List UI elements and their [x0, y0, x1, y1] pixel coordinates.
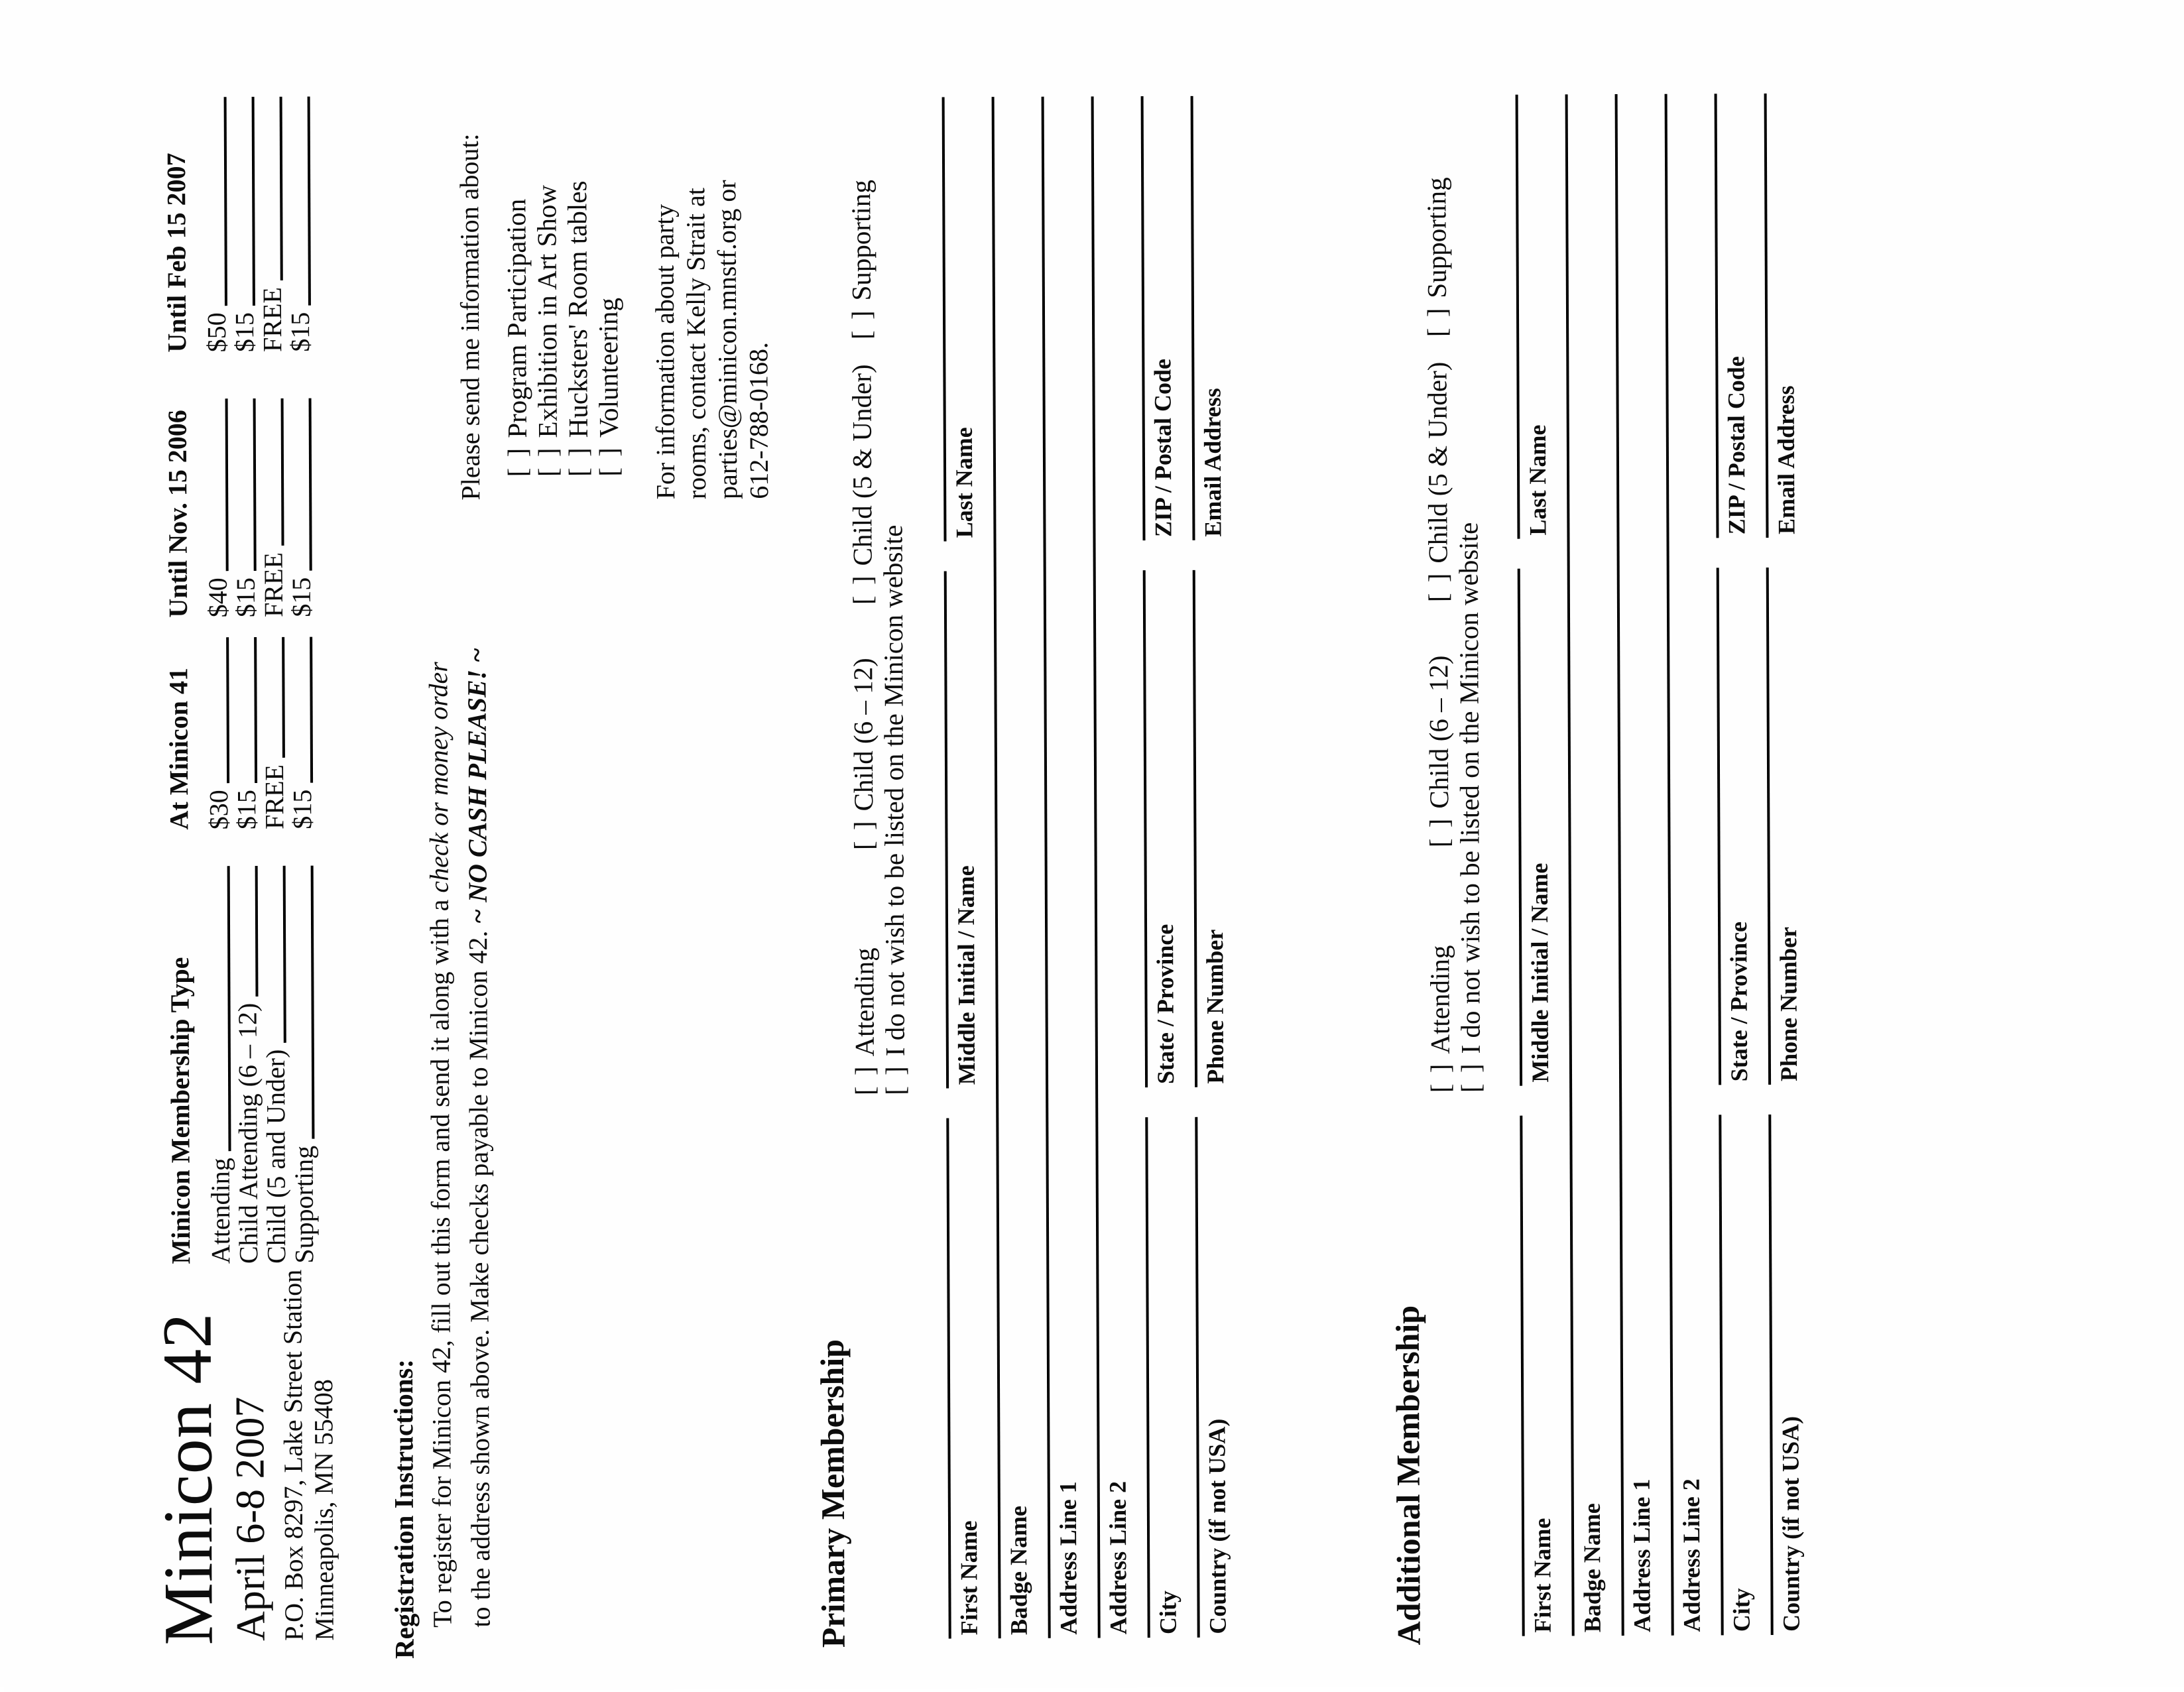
- checkbox-additional-supporting[interactable]: [ ]: [1421, 306, 1452, 337]
- primary-country-label: Country (if not USA): [1203, 1418, 1231, 1634]
- primary-middle-name-label: Middle Initial / Name: [952, 865, 980, 1085]
- primary-phone-label: Phone Number: [1201, 929, 1229, 1084]
- price-cell: [284, 398, 316, 617]
- primary-address1-label: Address Line 1: [1054, 1480, 1082, 1635]
- price-blank[interactable]: [279, 96, 282, 280]
- checkbox-volunteering[interactable]: [ ]: [593, 445, 624, 477]
- party-note-line2: rooms, contact Kelly Strait at: [680, 187, 711, 499]
- price-under5-minicon41: FREE: [259, 764, 289, 829]
- price-blank[interactable]: [225, 398, 228, 571]
- additional-badge-name-field[interactable]: [1565, 94, 1574, 1636]
- no-cash-warning: ~ NO CASH PLEASE! ~: [461, 647, 493, 924]
- price-blank[interactable]: [307, 96, 310, 305]
- table-row-label: [286, 865, 320, 1263]
- mailing-address-line2: Minneapolis, MN 55408: [308, 1378, 339, 1641]
- row-label-supporting: Supporting: [288, 1145, 319, 1264]
- price-cell: [200, 97, 232, 352]
- price-cell: [230, 636, 262, 829]
- primary-address1-field[interactable]: [1041, 96, 1050, 1638]
- row-label-child-under5: Child (5 and Under): [260, 1049, 291, 1264]
- checkbox-additional-child6-12[interactable]: [ ]: [1423, 816, 1455, 847]
- attending-count-blank[interactable]: [227, 866, 231, 1151]
- mailing-address-line1: P.O. Box 8297, Lake Street Station: [276, 1269, 309, 1641]
- primary-zip-label: ZIP / Postal Code: [1148, 358, 1176, 537]
- price-attending-minicon41: $30: [203, 789, 233, 829]
- party-note-line3: parties@minicon.mnstf.org or: [711, 179, 743, 499]
- primary-badge-name-field[interactable]: [991, 97, 1001, 1638]
- additional-email-field[interactable]: [1764, 93, 1768, 538]
- checkbox-primary-supporting[interactable]: [ ]: [845, 308, 877, 339]
- additional-badge-name-label: Badge Name: [1578, 1502, 1606, 1632]
- price-supporting-feb: $15: [284, 312, 315, 352]
- info-option-artshow: [ ]Exhibition in Art Show: [530, 184, 563, 477]
- primary-last-name-field[interactable]: [941, 97, 946, 541]
- checkbox-primary-child6-12[interactable]: [ ]: [847, 818, 879, 850]
- info-option-volunteering: [ ]Volunteering: [592, 297, 624, 477]
- primary-city-label: City: [1154, 1590, 1182, 1634]
- price-attending-feb: $50: [201, 312, 231, 352]
- event-dates: April 6-8 2007: [227, 1396, 274, 1641]
- additional-city-field[interactable]: [1719, 1115, 1723, 1635]
- child-under5-count-blank[interactable]: [282, 865, 286, 1042]
- primary-first-name-field[interactable]: [946, 1118, 951, 1638]
- primary-address2-label: Address Line 2: [1104, 1480, 1132, 1634]
- price-cell: [286, 636, 318, 829]
- price-blank[interactable]: [308, 398, 312, 570]
- price-attending-nov: $40: [202, 577, 233, 617]
- additional-middle-name-label: Middle Initial / Name: [1526, 862, 1553, 1083]
- price-blank[interactable]: [254, 636, 257, 782]
- additional-option-attending: [ ]Attending: [1424, 945, 1455, 1093]
- primary-last-name-label: Last Name: [950, 426, 977, 538]
- form-title: Minicon 42: [148, 1312, 227, 1646]
- price-blank[interactable]: [253, 398, 256, 570]
- additional-city-label: City: [1727, 1587, 1755, 1632]
- additional-state-field[interactable]: [1716, 568, 1721, 1085]
- primary-optout-line: [ ]I do not wish to be listed on the Minicon website: [877, 524, 910, 1095]
- primary-phone-field[interactable]: [1192, 570, 1197, 1087]
- table-header-until-feb: Until Feb 15 2007: [160, 152, 192, 353]
- primary-option-child6-12: [ ]Child (6 – 12): [847, 657, 879, 850]
- checkbox-program-participation[interactable]: [ ]: [501, 446, 532, 477]
- price-blank[interactable]: [310, 636, 313, 782]
- primary-email-field[interactable]: [1190, 95, 1195, 540]
- additional-zip-field[interactable]: [1714, 93, 1719, 538]
- additional-email-label: Email Address: [1772, 385, 1799, 534]
- supporting-count-blank[interactable]: [310, 865, 314, 1138]
- price-cell: [201, 398, 233, 617]
- additional-address1-label: Address Line 1: [1628, 1478, 1656, 1632]
- primary-state-field[interactable]: [1142, 570, 1147, 1087]
- additional-last-name-label: Last Name: [1524, 424, 1551, 536]
- additional-membership-heading: Additional Membership: [1388, 1305, 1427, 1646]
- additional-phone-field[interactable]: [1766, 568, 1770, 1085]
- primary-state-label: State / Province: [1151, 924, 1179, 1084]
- primary-zip-field[interactable]: [1140, 96, 1145, 540]
- price-supporting-nov: $15: [286, 577, 316, 617]
- primary-option-supporting: [ ]Supporting: [845, 179, 877, 339]
- additional-first-name-label: First Name: [1528, 1518, 1556, 1633]
- info-option-program: [ ]Program Participation: [500, 198, 532, 477]
- instructions-line1: To register for Minicon 42, fill out this form and send it along with a check or money order: [422, 661, 457, 1628]
- price-cell: [202, 637, 234, 829]
- primary-email-label: Email Address: [1199, 387, 1226, 537]
- table-header-until-nov: Until Nov. 15 2006: [162, 409, 193, 618]
- additional-option-child6-12: [ ]Child (6 – 12): [1422, 654, 1455, 847]
- additional-address2-field[interactable]: [1664, 93, 1673, 1635]
- additional-option-supporting: [ ]Supporting: [1420, 176, 1452, 337]
- checkbox-primary-child5under[interactable]: [ ]: [847, 573, 878, 605]
- price-blank[interactable]: [280, 398, 284, 545]
- price-under5-nov: FREE: [258, 552, 288, 617]
- additional-address2-label: Address Line 2: [1677, 1478, 1705, 1632]
- primary-badge-name-label: Badge Name: [1004, 1505, 1032, 1635]
- additional-zip-label: ZIP / Postal Code: [1722, 355, 1750, 534]
- checkbox-additional-no-website-listing[interactable]: [ ]: [1455, 1061, 1486, 1093]
- primary-option-attending: [ ]Attending: [848, 947, 880, 1095]
- primary-membership-heading: Primary Membership: [813, 1339, 852, 1648]
- price-cell: [283, 96, 316, 351]
- additional-option-child5under: [ ]Child (5 & Under): [1421, 361, 1453, 602]
- check-or-money-order-emphasis: check or money order: [422, 661, 454, 893]
- additional-phone-label: Phone Number: [1774, 926, 1802, 1081]
- additional-middle-name-field[interactable]: [1517, 568, 1522, 1085]
- price-cell: [258, 636, 290, 829]
- primary-option-child5under: [ ]Child (5 & Under): [845, 363, 878, 605]
- price-blank[interactable]: [223, 97, 227, 306]
- price-under5-feb: FREE: [257, 286, 287, 352]
- table-header-membership-type: Minicon Membership Type: [164, 956, 196, 1264]
- price-blank[interactable]: [251, 97, 255, 306]
- additional-country-label: Country (if not USA): [1776, 1416, 1805, 1632]
- price-cell: [227, 96, 260, 351]
- info-option-hucksters: [ ]Hucksters' Room tables: [561, 180, 593, 477]
- price-cell: [229, 398, 261, 617]
- additional-first-name-field[interactable]: [1520, 1115, 1524, 1636]
- checkbox-art-show[interactable]: [ ]: [532, 445, 563, 477]
- price-childatt-nov: $15: [230, 577, 261, 617]
- primary-address2-field[interactable]: [1091, 96, 1100, 1638]
- child-attending-count-blank[interactable]: [255, 865, 258, 996]
- price-cell: [257, 398, 288, 617]
- party-note-line4: 612-788-0168.: [743, 341, 774, 499]
- checkbox-primary-no-website-listing[interactable]: [ ]: [879, 1063, 910, 1095]
- price-childatt-minicon41: $15: [231, 789, 261, 829]
- additional-state-label: State / Province: [1725, 921, 1752, 1081]
- row-label-attending: Attending: [205, 1157, 235, 1264]
- primary-city-field[interactable]: [1145, 1117, 1150, 1638]
- table-header-at-minicon41: At Minicon 41: [162, 667, 194, 830]
- party-note-line1: For information about party: [648, 204, 680, 499]
- additional-optout-line: [ ]I do not wish to be listed on the Minicon website: [1452, 522, 1486, 1093]
- primary-country-field[interactable]: [1195, 1117, 1199, 1637]
- row-label-child-attending: Child Attending (6 – 12): [232, 1002, 263, 1264]
- instructions-heading: Registration Instructions:: [387, 1359, 420, 1659]
- price-supporting-minicon41: $15: [286, 789, 317, 829]
- price-cell: [255, 96, 288, 351]
- instructions-line2: to the address shown above. Make checks payable to Minicon 42. ~ NO CASH PLEASE! ~: [461, 647, 496, 1628]
- additional-address1-field[interactable]: [1614, 94, 1624, 1636]
- additional-last-name-field[interactable]: [1515, 94, 1520, 538]
- checkbox-additional-child5under[interactable]: [ ]: [1422, 571, 1453, 602]
- checkbox-primary-attending[interactable]: [ ]: [849, 1063, 880, 1095]
- primary-middle-name-field[interactable]: [943, 571, 948, 1088]
- price-blank[interactable]: [282, 636, 285, 757]
- price-childatt-feb: $15: [229, 312, 259, 352]
- checkbox-additional-attending[interactable]: [ ]: [1424, 1061, 1455, 1093]
- checkbox-hucksters-tables[interactable]: [ ]: [562, 445, 593, 477]
- additional-country-field[interactable]: [1768, 1115, 1773, 1635]
- price-blank[interactable]: [226, 637, 229, 783]
- primary-first-name-label: First Name: [955, 1520, 983, 1635]
- info-request-heading: Please send me information about:: [454, 133, 485, 501]
